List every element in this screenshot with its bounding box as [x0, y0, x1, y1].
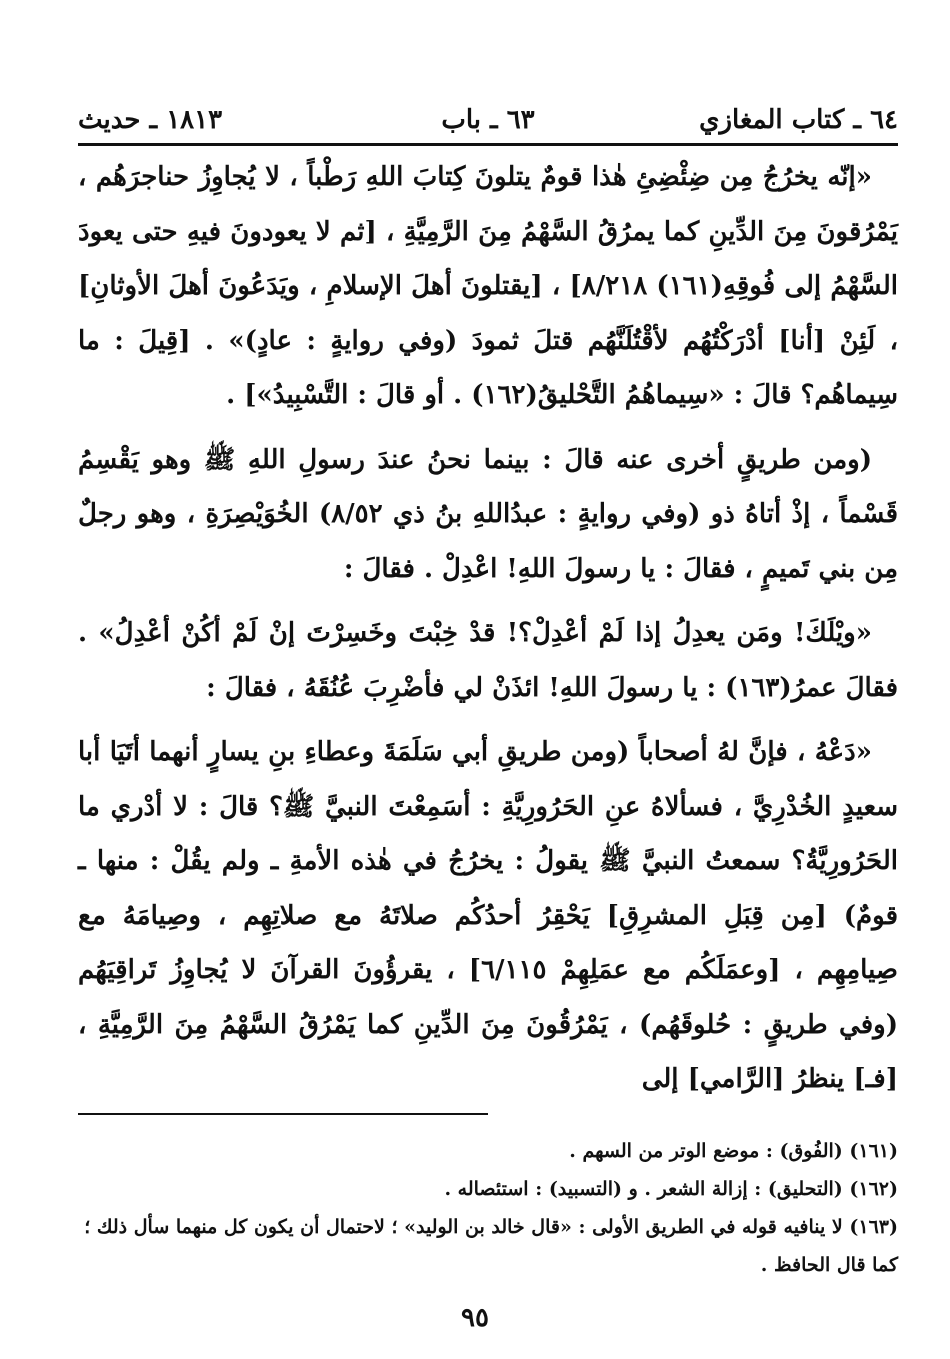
main-text — [78, 150, 898, 1107]
footnote-162: (١٦٢) (التحليق) : إزالة الشعر . و (التسبيد) : استئصاله . — [444, 1178, 898, 1200]
header-chapter: ٦٤ ـ كتاب المغازي — [699, 105, 898, 135]
paragraph-1: «إنّه يخرُجُ مِن ضِئْضِئِ هٰذا قومٌ يتلونَ كِتابَ اللهِ رَطْباً ، لا يُجاوِزُ حناجرَهُم ، يَمْرُقونَ مِنَ الدِّينِ كما يمرُقُ السَّهْمُ مِنَ الرَّمِيَّةِ ، [ثم لا يعودونَ فيهِ حتى يعودَ السَّهْمُ إلى فُوقِهِ(١٦١) ٨/٢١٨] ، [يقتلونَ أهلَ الإسلامِ ، ويَدَعُونَ أهلَ الأوثانِ] ، لَئِنْ [أنا] أدْرَكْتُهُم لأقْتُلَنَّهُم قتلَ ثمودَ (وفي روايةٍ : عادٍ)» . [قِيلَ : ما سِيماهُم؟ قالَ : «سِيماهُمُ التَّحْليقُ(١٦٢) . أو قالَ : التَّسْبِيدُ»] . — [78, 162, 898, 410]
paragraph-4: «دَعْهُ ، فإنَّ لهُ أصحاباً (ومن طريقِ أبي سَلَمَةَ وعطاءِ بنِ يسارٍ أنهما أتَيَا أبا سعيدٍ الخُدْرِيَّ ، فسألاهُ عنِ الحَرُورِيَّةِ : أسَمِعْتَ النبيَّ ﷺ؟ قالَ : لا أدْري ما الحَرُورِيَّةُ؟ سمعتُ النبيَّ ﷺ يقولُ : يخرُجُ في هٰذه الأمةِ ـ ولم يقُلْ : منها ـ قومٌ) [مِن قِبَلِ المشرِقِ] يَحْقِرُ أحدُكُم صلاتَهُ مع صلاتِهِم ، وصِيامَهُ مع صِيامِهِم ، [وعمَلَكُم مع عمَلِهِمْ ٦/١١٥] ، يقرؤُونَ القرآنَ لا يُجاوِزُ تَراقِيَهُم (وفي طريقٍ : حُلوقَهُم) ، يَمْرُقُونَ مِنَ الدِّينِ كما يَمْرُقُ السَّهْمُ مِنَ الرَّمِيَّةِ ، [فـ] ينظرُ [الرَّامي] إلى — [78, 737, 898, 1094]
footnote-161: (١٦١) (الفُوق) : موضع الوتر من السهم . — [569, 1140, 898, 1162]
running-header — [78, 100, 898, 140]
paragraph-3: «ويْلَكَ! ومَن يعدِلُ إذا لَمْ أعْدِلْ؟! قدْ خِبْتَ وخَسِرْتَ إنْ لَمْ أكُنْ أعْدِلُ» . فقالَ عمرُ(١٦٣) : يا رسولَ اللهِ! ائذَنْ لي فأضْرِبَ عُنُقَهُ ، فقالَ : — [78, 618, 898, 703]
footnotes — [78, 1132, 898, 1284]
paragraph-2: (ومن طريقٍ أخرى عنه قالَ : بينما نحنُ عندَ رسولِ اللهِ ﷺ وهو يَقْسِمُ قَسْماً ، إذْ أتاهُ ذو (وفي روايةٍ : عبدُاللهِ بنُ ذي ٨/٥٢) الخُوَيْصِرَةِ ، وهو رجلٌ مِن بني تَميمٍ ، فقالَ : يا رسولَ اللهِ! اعْدِلْ . فقالَ : — [78, 444, 899, 584]
footnote-163: (١٦٣) لا ينافيه قوله في الطريق الأولى : «قال خالد بن الوليد» ؛ لاحتمال أن يكون كل منهما سأل ذلك ؛ كما قال الحافظ . — [84, 1216, 898, 1276]
page-number: ٩٥ — [461, 1303, 489, 1333]
footnote-rule — [78, 1113, 488, 1115]
header-rule — [78, 143, 898, 146]
header-section: ٦٣ ـ باب — [441, 105, 535, 135]
header-hadith-number: ١٨١٣ ـ حديث — [78, 105, 223, 135]
